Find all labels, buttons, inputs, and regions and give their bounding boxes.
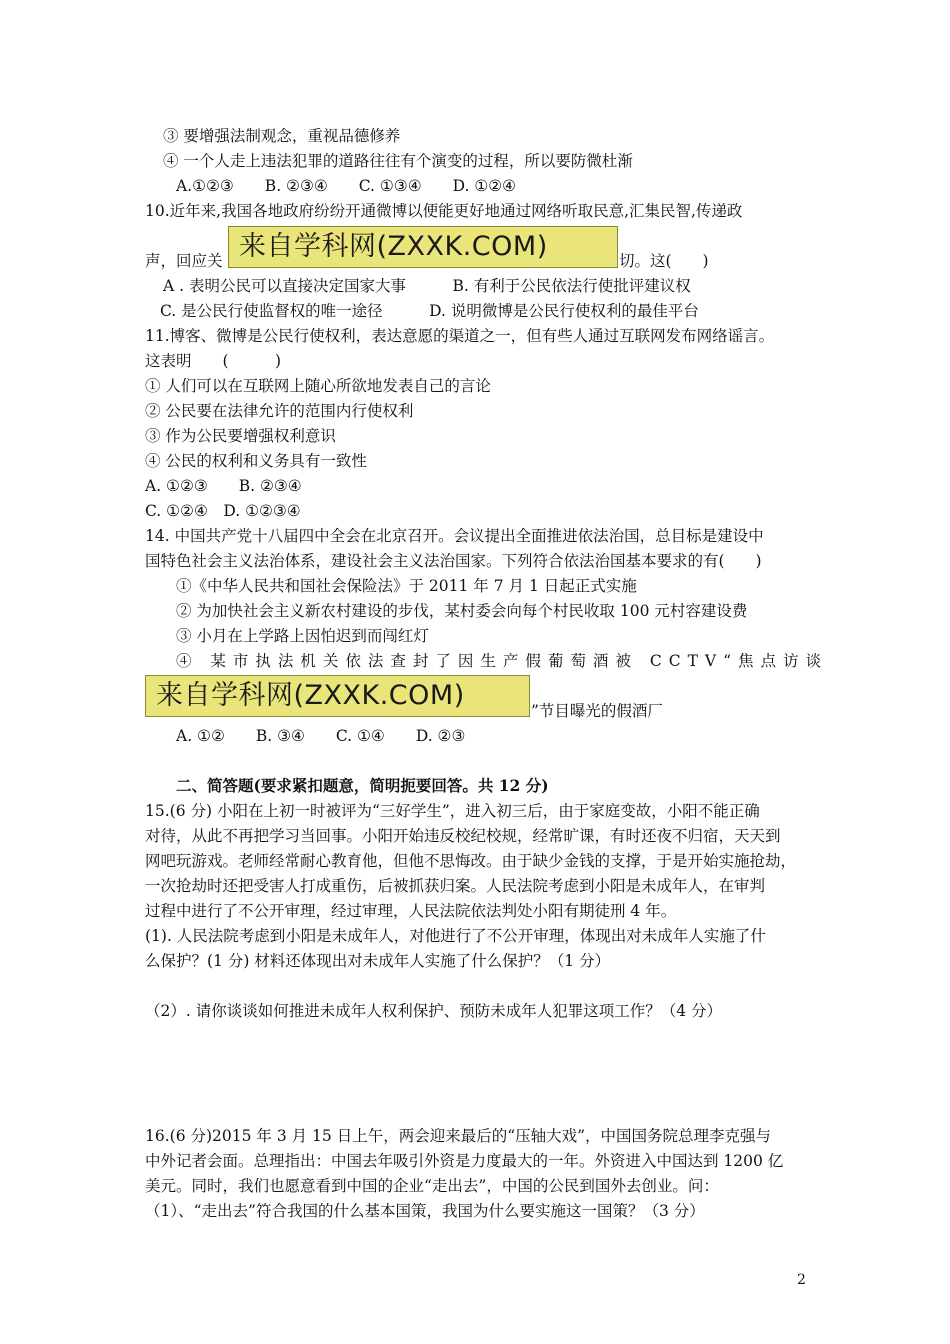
q9-choices: A.①②③ B. ②③④ C. ①③④ D. ①②④	[176, 177, 517, 195]
q14-line-1: 14. 中国共产党十八届四中全会在北京召开。会议提出全面推进依法治国，总目标是建设中	[145, 527, 764, 545]
q14-option-4-end: ”节目曝光的假酒厂	[531, 702, 663, 720]
q15-subquestion-1b: 么保护？(1 分) 材料还体现出对未成年人实施了什么保护？（1 分）	[145, 952, 611, 970]
q14-option-1: ①《中华人民共和国社会保险法》于 2011 年 7 月 1 日起正式实施	[176, 577, 637, 595]
q11-option-3: ③ 作为公民要增强权利意识	[145, 427, 336, 445]
q14-line-2: 国特色社会主义法治体系，建设社会主义法治国家。下列符合依法治国基本要求的有( )	[145, 552, 762, 570]
q10-line-1: 10.近年来,我国各地政府纷纷开通微博以便能更好地通过网络听取民意,汇集民智,传递政	[145, 202, 743, 220]
watermark-banner: 来自学科网(ZXXK.COM)	[228, 226, 618, 268]
q14-choices: A. ①② B. ③④ C. ①④ D. ②③	[176, 727, 466, 745]
q16-line-3: 美元。同时，我们也愿意看到中国的企业“走出去”，中国的公民到国外去创业。问：	[145, 1177, 719, 1195]
q11-option-2: ② 公民要在法律允许的范围内行使权利	[145, 402, 414, 420]
q15-subquestion-1a: (1). 人民法院考虑到小阳是未成年人，对他进行了不公开审理，体现出对未成年人实施了什	[145, 927, 766, 945]
q16-subquestion-1: （1）、“走出去”符合我国的什么基本国策，我国为什么要实施这一国策？（3 分）	[145, 1202, 705, 1220]
watermark-banner-2: 来自学科网(ZXXK.COM)	[145, 675, 530, 717]
q11-choices-cd: C. ①②④ D. ①②③④	[145, 502, 301, 520]
q11-line-1: 11.博客、微博是公民行使权利，表达意愿的渠道之一，但有些人通过互联网发布网络谣言。	[145, 327, 775, 345]
q15-subquestion-2: （2）. 请你谈谈如何推进未成年人权利保护、预防未成年人犯罪这项工作？（4 分）	[145, 1002, 723, 1020]
q16-line-1: 16.(6 分)2015 年 3 月 15 日上午，两会迎来最后的“压轴大戏”，中国国务院总理李克强与	[145, 1127, 772, 1145]
section-heading: 二、简答题(要求紧扣题意，简明扼要回答。共 12 分)	[176, 776, 549, 795]
q15-line-2: 对待，从此不再把学习当回事。小阳开始违反校纪校规，经常旷课，有时还夜不归宿，天天到	[145, 827, 781, 845]
q15-line-1: 15.(6 分) 小阳在上初一时被评为“三好学生”，进入初三后，由于家庭变故，小阳不能正确	[145, 802, 760, 820]
page-number: 2	[797, 1272, 806, 1288]
q11-option-4: ④ 公民的权利和义务具有一致性	[145, 452, 367, 470]
q10-line-2-end: 切。这( )	[619, 252, 709, 270]
q14-option-4: ④ 某市执法机关依法查封了因生产假葡萄酒被 CCTV“焦点访谈	[176, 652, 829, 670]
q9-option-3: ③ 要增强法制观念，重视品德修养	[163, 127, 401, 145]
q9-option-4: ④ 一个人走上违法犯罪的道路往往有个演变的过程，所以要防微杜渐	[163, 152, 633, 170]
q15-line-4: 一次抢劫时还把受害人打成重伤，后被抓获归案。人民法院考虑到小阳是未成年人，在审判	[145, 877, 766, 895]
q16-line-2: 中外记者会面。总理指出：中国去年吸引外资是力度最大的一年。外资进入中国达到 1200 亿	[145, 1152, 784, 1170]
q15-line-3: 网吧玩游戏。老师经常耐心教育他，但他不思悔改。由于缺少金钱的支撑，于是开始实施抢劫，	[145, 852, 797, 870]
q11-option-1: ① 人们可以在互联网上随心所欲地发表自己的言论	[145, 377, 491, 395]
q10-options-ab: A . 表明公民可以直接决定国家大事 B. 有利于公民依法行使批评建议权	[163, 277, 691, 295]
q11-choices-ab: A. ①②③ B. ②③④	[145, 477, 302, 495]
q14-option-2: ② 为加快社会主义新农村建设的步伐，某村委会向每个村民收取 100 元村容建设费	[176, 602, 748, 620]
q10-options-cd: C. 是公民行使监督权的唯一途径 D. 说明微博是公民行使权利的最佳平台	[160, 302, 699, 320]
q11-line-2: 这表明 ( )	[145, 352, 282, 370]
q14-option-3: ③ 小月在上学路上因怕迟到而闯红灯	[176, 627, 429, 645]
q10-line-2-start: 声，回应关	[145, 252, 223, 270]
q15-line-5: 过程中进行了不公开审理，经过审理，人民法院依法判处小阳有期徒刑 4 年。	[145, 902, 677, 920]
